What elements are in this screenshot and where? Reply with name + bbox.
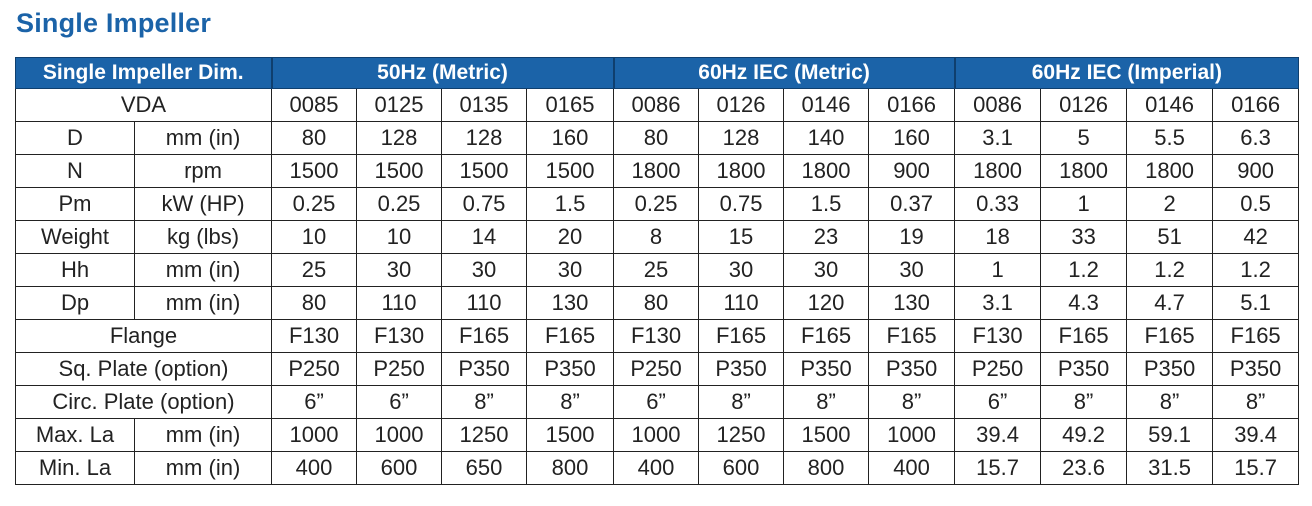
value-cell: 0086 [955,89,1041,122]
value-cell: P350 [869,353,955,386]
value-cell: 49.2 [1041,419,1127,452]
value-cell: 0.37 [869,188,955,221]
value-cell: 130 [527,287,614,320]
value-cell: F130 [272,320,357,353]
value-cell: 400 [614,452,699,485]
value-cell: 30 [357,254,442,287]
value-cell: 1800 [784,155,869,188]
value-cell: 15 [699,221,784,254]
page-title: Single Impeller [16,8,212,38]
value-cell: 128 [442,122,527,155]
value-cell: 1800 [699,155,784,188]
value-cell: 1500 [527,155,614,188]
value-cell: 39.4 [955,419,1041,452]
row-label: Flange [16,320,272,353]
value-cell: 128 [699,122,784,155]
value-cell: F165 [442,320,527,353]
value-cell: 800 [527,452,614,485]
row-unit: kg (lbs) [135,221,272,254]
value-cell: 1.2 [1127,254,1213,287]
row-param: Pm [16,188,135,221]
value-cell: 8” [869,386,955,419]
header-dim: Single Impeller Dim. [16,58,272,89]
value-cell: 0126 [699,89,784,122]
table-row [16,320,1299,353]
value-cell: 25 [272,254,357,287]
table-row [16,155,1299,188]
value-cell: 6” [272,386,357,419]
value-cell: 8 [614,221,699,254]
value-cell: 0166 [869,89,955,122]
value-cell: 130 [869,287,955,320]
table-row [16,353,1299,386]
value-cell: 1000 [357,419,442,452]
value-cell: 0086 [614,89,699,122]
table-row [16,188,1299,221]
value-cell: 128 [357,122,442,155]
value-cell: P350 [1041,353,1127,386]
value-cell: 0125 [357,89,442,122]
table-row [16,419,1299,452]
value-cell: 15.7 [955,452,1041,485]
value-cell: 400 [869,452,955,485]
value-cell: P250 [614,353,699,386]
value-cell: 1800 [614,155,699,188]
value-cell: 160 [527,122,614,155]
value-cell: 1000 [614,419,699,452]
value-cell: 0.25 [272,188,357,221]
table-row [16,287,1299,320]
value-cell: 1250 [442,419,527,452]
value-cell: 8” [442,386,527,419]
value-cell: 1.2 [1041,254,1127,287]
value-cell: 5 [1041,122,1127,155]
value-cell: 30 [869,254,955,287]
value-cell: 800 [784,452,869,485]
value-cell: 8” [699,386,784,419]
value-cell: 18 [955,221,1041,254]
row-unit: kW (HP) [135,188,272,221]
value-cell: 1.5 [784,188,869,221]
value-cell: 1250 [699,419,784,452]
row-param: Dp [16,287,135,320]
value-cell: 120 [784,287,869,320]
value-cell: 10 [357,221,442,254]
value-cell: 42 [1213,221,1299,254]
header-group-50hz-metric: 50Hz (Metric) [272,58,614,89]
value-cell: 1000 [272,419,357,452]
value-cell: P250 [955,353,1041,386]
value-cell: F130 [955,320,1041,353]
value-cell: 0126 [1041,89,1127,122]
value-cell: 3.1 [955,122,1041,155]
value-cell: 8” [1127,386,1213,419]
row-unit: mm (in) [135,452,272,485]
value-cell: F130 [614,320,699,353]
table-row [16,122,1299,155]
value-cell: 140 [784,122,869,155]
value-cell: P250 [272,353,357,386]
row-unit: mm (in) [135,419,272,452]
value-cell: P350 [442,353,527,386]
row-label: Circ. Plate (option) [16,386,272,419]
value-cell: 14 [442,221,527,254]
spec-table [15,57,1299,485]
value-cell: F165 [699,320,784,353]
value-cell: F165 [784,320,869,353]
value-cell: 0146 [784,89,869,122]
value-cell: 1800 [1041,155,1127,188]
value-cell: 39.4 [1213,419,1299,452]
value-cell: F165 [1041,320,1127,353]
value-cell: 1500 [442,155,527,188]
value-cell: 0.25 [357,188,442,221]
value-cell: 1500 [272,155,357,188]
row-unit: rpm [135,155,272,188]
value-cell: 25 [614,254,699,287]
value-cell: 6” [614,386,699,419]
value-cell: 0166 [1213,89,1299,122]
value-cell: 5.5 [1127,122,1213,155]
row-param: Max. La [16,419,135,452]
table-row [16,254,1299,287]
value-cell: P350 [527,353,614,386]
value-cell: 6.3 [1213,122,1299,155]
row-param: N [16,155,135,188]
value-cell: 4.7 [1127,287,1213,320]
header-group-60hz-metric: 60Hz IEC (Metric) [614,58,955,89]
header-group-60hz-imperial: 60Hz IEC (Imperial) [955,58,1299,89]
value-cell: 51 [1127,221,1213,254]
value-cell: 650 [442,452,527,485]
value-cell: 0.5 [1213,188,1299,221]
value-cell: 0146 [1127,89,1213,122]
value-cell: 900 [869,155,955,188]
value-cell: 80 [272,122,357,155]
value-cell: F165 [527,320,614,353]
value-cell: 160 [869,122,955,155]
value-cell: 23.6 [1041,452,1127,485]
value-cell: 8” [1213,386,1299,419]
value-cell: F165 [1213,320,1299,353]
row-param: Hh [16,254,135,287]
value-cell: 8” [784,386,869,419]
value-cell: 1.2 [1213,254,1299,287]
value-cell: 3.1 [955,287,1041,320]
value-cell: 31.5 [1127,452,1213,485]
value-cell: 15.7 [1213,452,1299,485]
value-cell: P350 [1213,353,1299,386]
value-cell: 1000 [869,419,955,452]
value-cell: 2 [1127,188,1213,221]
value-cell: 0.33 [955,188,1041,221]
table-row [16,221,1299,254]
value-cell: 20 [527,221,614,254]
header-row [16,58,1299,89]
value-cell: 1.5 [527,188,614,221]
value-cell: F165 [1127,320,1213,353]
value-cell: 80 [614,287,699,320]
value-cell: 30 [784,254,869,287]
value-cell: 80 [272,287,357,320]
value-cell: F165 [869,320,955,353]
row-param: D [16,122,135,155]
row-unit: mm (in) [135,287,272,320]
value-cell: 1800 [1127,155,1213,188]
value-cell: P350 [1127,353,1213,386]
value-cell: P250 [357,353,442,386]
value-cell: 110 [442,287,527,320]
value-cell: 0.25 [614,188,699,221]
table-row [16,89,1299,122]
value-cell: 8” [527,386,614,419]
table-row [16,452,1299,485]
value-cell: 1500 [784,419,869,452]
table-row [16,386,1299,419]
value-cell: 110 [699,287,784,320]
row-unit: mm (in) [135,254,272,287]
row-unit: mm (in) [135,122,272,155]
value-cell: P350 [699,353,784,386]
value-cell: 1800 [955,155,1041,188]
value-cell: 0135 [442,89,527,122]
value-cell: 1 [955,254,1041,287]
row-label: Sq. Plate (option) [16,353,272,386]
value-cell: 0165 [527,89,614,122]
value-cell: 6” [357,386,442,419]
value-cell: 30 [699,254,784,287]
value-cell: 600 [699,452,784,485]
value-cell: 600 [357,452,442,485]
value-cell: 1500 [357,155,442,188]
value-cell: 0085 [272,89,357,122]
value-cell: 19 [869,221,955,254]
value-cell: 30 [442,254,527,287]
row-param: Weight [16,221,135,254]
value-cell: 10 [272,221,357,254]
value-cell: 5.1 [1213,287,1299,320]
value-cell: F130 [357,320,442,353]
value-cell: 1500 [527,419,614,452]
value-cell: 23 [784,221,869,254]
value-cell: 400 [272,452,357,485]
value-cell: 33 [1041,221,1127,254]
value-cell: 900 [1213,155,1299,188]
value-cell: 0.75 [699,188,784,221]
row-label: VDA [16,89,272,122]
row-param: Min. La [16,452,135,485]
value-cell: 6” [955,386,1041,419]
value-cell: 8” [1041,386,1127,419]
value-cell: 1 [1041,188,1127,221]
value-cell: 30 [527,254,614,287]
value-cell: 110 [357,287,442,320]
value-cell: P350 [784,353,869,386]
value-cell: 4.3 [1041,287,1127,320]
value-cell: 59.1 [1127,419,1213,452]
value-cell: 0.75 [442,188,527,221]
value-cell: 80 [614,122,699,155]
